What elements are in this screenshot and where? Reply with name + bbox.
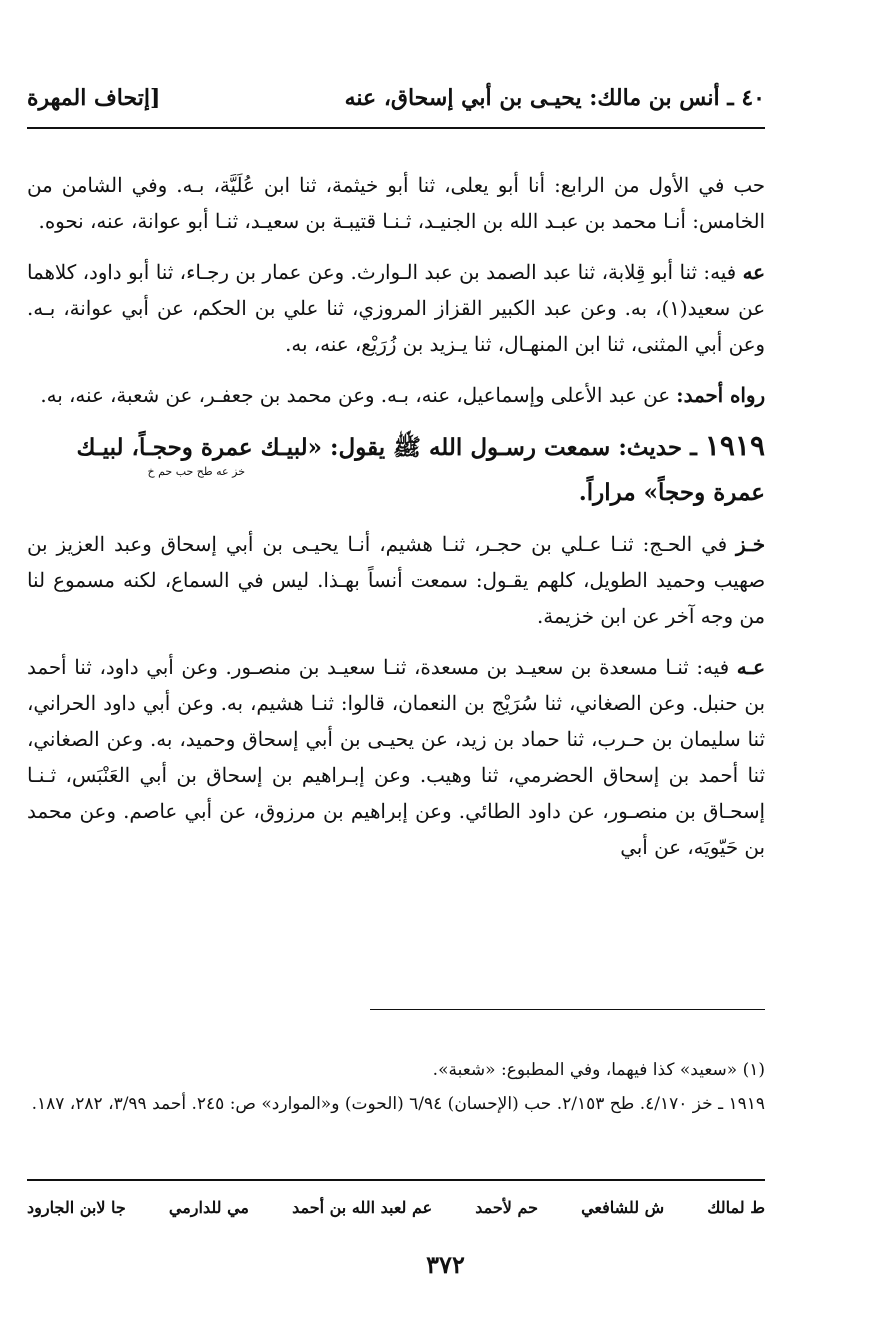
paragraph-lead: عه [742, 260, 765, 284]
abbreviation: حم لأحمد [475, 1197, 539, 1217]
paragraph [27, 649, 765, 866]
book-title: [إتحاف المهرة [27, 85, 161, 111]
hadith-text-line1: سمعت رسـول الله ﷺ يقول: «لبيـك عمرة وحجـاً، لبيـك [76, 434, 619, 461]
paragraph-text: فيه: ثنـا مسعدة بن سعيـد بن مسعدة، ثنـا سعيـد بن منصـور. وعن أبي داود، ثنا أحمد بن حنبل. وعن الصغاني، ثنا سُرَيْج بن النعمان، قالوا: ثنـا هشيم، به. وعن أبي داود الحراني، ثنا سليمان بن حـرب، ثنا حماد بن زيد، عن يحيـى بن أبي إسحاق وحميد، به. وعن الصغاني، ثنا أحمد بن إسحاق الحضرمي، ثنا وهيب. وعن إبـراهيم بن إسحاق بن أبي العَنْبَس، ثـنـا إسحـاق بن منصـور، عن داود الطائي. وعن إبراهيم بن مرزوق، عن أبي عاصم. وعن محمد بن حَيّويَه، عن أبي [27, 656, 765, 859]
footnote: (١) «سعيد» كذا فيهما، وفي المطبوع: «شعبة». [432, 1060, 765, 1080]
paragraph [27, 377, 765, 414]
hadith-heading [27, 428, 765, 466]
paragraph [27, 526, 765, 635]
abbreviation: مي للدارمي [168, 1197, 249, 1217]
paragraph [27, 254, 765, 363]
page-number: ٣٧٢ [426, 1250, 465, 1279]
paragraph-text: في الحـج: ثنـا عـلي بن حجـر، ثنـا هشيم، أنـا يحيـى بن أبي إسحاق وعبد العزيز بن صهيب وحميد الطويل، كلهم يقـول: سمعت أنساً بهـذا. ليس في السماع، لكنه مسموع لنا من وجه آخر عن ابن خزيمة. [27, 533, 765, 628]
hadith-text-line2: عمرة وحجاً» مراراً. [578, 479, 765, 506]
paragraph-text: عن عبد الأعلى وإسماعيل، عنه، بـه. وعن محمد بن جعفـر، عن شعبة، عنه، به. [40, 384, 677, 407]
paragraph-lead: رواه أحمد: [676, 383, 765, 407]
hadith-sigla: خز عه طح حب حم خ [147, 465, 245, 478]
source-reference: ١٩١٩ ـ خز ٤/١٧٠. طح ٢/١٥٣. حب (الإحسان) ٦/٩٤ (الحوت) و«الموارد» ص: ٢٤٥. أحمد ٣/٩٩، ٢٨٢، ١٨٧. [31, 1094, 765, 1114]
chapter-heading: ٤٠ ـ أنس بن مالك: يحيـى بن أبي إسحاق، عنه [344, 85, 765, 111]
paragraph [27, 168, 765, 240]
abbreviation: عم لعبد الله بن أحمد [292, 1197, 433, 1217]
abbreviations-key [27, 1192, 765, 1222]
paragraph-lead: عـه [736, 655, 765, 679]
footnotes [27, 1053, 765, 1121]
abbreviation: جا لابن الجارود [27, 1197, 126, 1217]
page-header [27, 78, 765, 118]
hadith-label: ـ حديث: [618, 434, 697, 461]
paragraph-text: حب في الأول من الرابع: أنا أبو يعلى، ثنا أبو خيثمة، ثنا ابن عُلَيَّة، بـه. وفي الشامن من الخامس: أنـا محمد بن عبـد الله بن الجنيـد، ثـنـا قتيبـة بن سعيـد، ثنـا أبو عوانة، عنه، نحوه. [27, 174, 765, 233]
footnote-divider [370, 1009, 765, 1010]
hadith-number: ١٩١٩ [704, 429, 765, 462]
abbreviation: ش للشافعي [581, 1197, 665, 1217]
abbreviation: ط لمالك [707, 1197, 765, 1217]
paragraph-text: فيه: ثنا أبو قِلابة، ثنا عبد الصمد بن عبد الـوارث. وعن عمار بن رجـاء، ثنا أبو داود، كلاهما عن سعيد(١)، به. وعن عبد الكبير القزاز المروزي، ثنا علي بن الحكم، عن أبي عوانة، بـه. وعن أبي المثنى، ثنا ابن المنهـال، ثنا يـزيد بن زُرَيْع، عنه، به. [27, 261, 765, 356]
paragraph-lead: خـز [736, 532, 765, 556]
header-divider [27, 127, 765, 129]
abbreviations-divider [27, 1179, 765, 1181]
main-text [27, 168, 765, 880]
